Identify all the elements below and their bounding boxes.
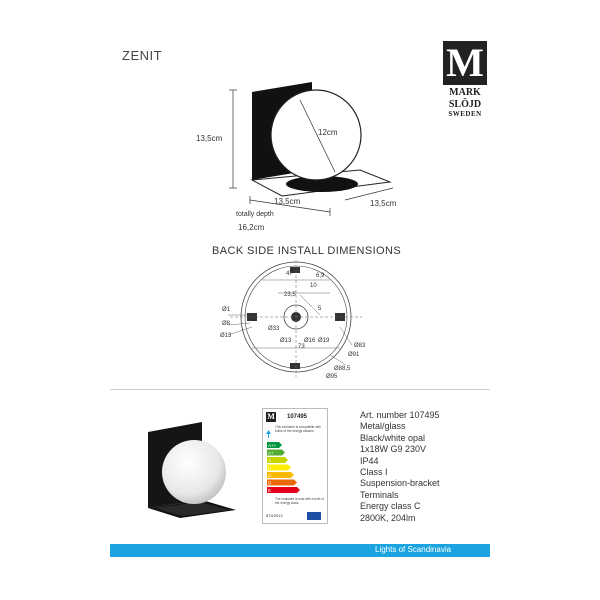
- label-d16: Ø16: [304, 338, 316, 344]
- back-side-heading: BACK SIDE INSTALL DIMENSIONS: [212, 245, 402, 257]
- total-depth-caption: totally depth: [236, 211, 274, 218]
- spec-line: Suspension-bracket: [360, 478, 440, 489]
- spec-line: 2800K, 204lm: [360, 512, 416, 523]
- spec-line: Art. number 107495: [360, 410, 440, 420]
- label-brand-mark: M: [267, 412, 275, 421]
- label-6-9: 6,9: [316, 273, 325, 279]
- label-text-2: The luminaire is sold with a bulb of the energy class:: [275, 497, 324, 505]
- label-d13: Ø13: [220, 333, 232, 339]
- label-d19: Ø19: [318, 338, 330, 344]
- spec-line: Energy class C: [360, 501, 421, 512]
- label-d1: Ø1: [222, 307, 231, 313]
- energy-class-label: A++: [268, 443, 277, 448]
- spec-line: Class I: [360, 467, 388, 478]
- label-d88: Ø88,5: [334, 366, 351, 372]
- energy-label: [262, 408, 328, 524]
- label-d13b: Ø13: [280, 338, 292, 344]
- label-text-1: This luminaire is compatible with bulbs of the energy classes:: [275, 425, 321, 433]
- logo-line-2: SLÖJD: [448, 99, 482, 110]
- logo-line-1: MARK: [449, 87, 481, 98]
- label-10: 10: [310, 283, 317, 289]
- spec-line: Terminals: [360, 489, 399, 500]
- label-regulation: 874/2012: [266, 513, 283, 518]
- spec-list: [360, 410, 440, 524]
- label-d95: Ø95: [326, 374, 338, 380]
- eu-flag-icon: [307, 512, 321, 520]
- product-title: ZENIT: [122, 48, 163, 63]
- spec-line: 1x18W G9 230V: [360, 444, 427, 455]
- energy-class-label: C: [268, 473, 272, 478]
- energy-classes-chart: [267, 442, 323, 498]
- label-23-5: 23,5: [284, 292, 296, 298]
- energy-class-label: E: [268, 488, 272, 493]
- label-d33: Ø33: [268, 326, 280, 332]
- energy-class-arrow: [267, 480, 297, 486]
- energy-class-label: D: [268, 480, 272, 486]
- spec-line: Black/white opal: [360, 432, 426, 443]
- label-d91: Ø91: [348, 352, 360, 358]
- logo-line-3: SWEDEN: [448, 110, 482, 118]
- back-install-drawing: [0, 255, 600, 385]
- footer-tagline: Lights of Scandinavia: [375, 545, 452, 554]
- energy-class-label: B: [268, 465, 272, 471]
- lamp-icon: [265, 426, 272, 435]
- height-label: 13,5cm: [196, 134, 223, 143]
- logo-mark: M: [443, 41, 487, 85]
- label-d83: Ø83: [354, 343, 366, 349]
- width-label: 13,5cm: [274, 197, 301, 206]
- diameter-label: 12cm: [318, 128, 338, 137]
- label-47: 47: [286, 271, 293, 277]
- label-73: 73: [298, 344, 305, 350]
- label-5: 5: [318, 306, 322, 312]
- depth-label: 13,5cm: [370, 199, 397, 208]
- total-depth-value: 16,2cm: [238, 223, 265, 232]
- energy-class-label: A+: [268, 450, 274, 456]
- section-divider: [110, 389, 490, 390]
- product-photo: [140, 420, 240, 520]
- spec-line: Metal/glass: [360, 421, 406, 432]
- label-code: 107495: [287, 414, 308, 420]
- energy-class-arrow: [267, 487, 300, 493]
- label-d8: Ø8: [222, 321, 231, 327]
- spec-line: IP44: [360, 455, 379, 466]
- energy-class-label: A: [268, 458, 272, 463]
